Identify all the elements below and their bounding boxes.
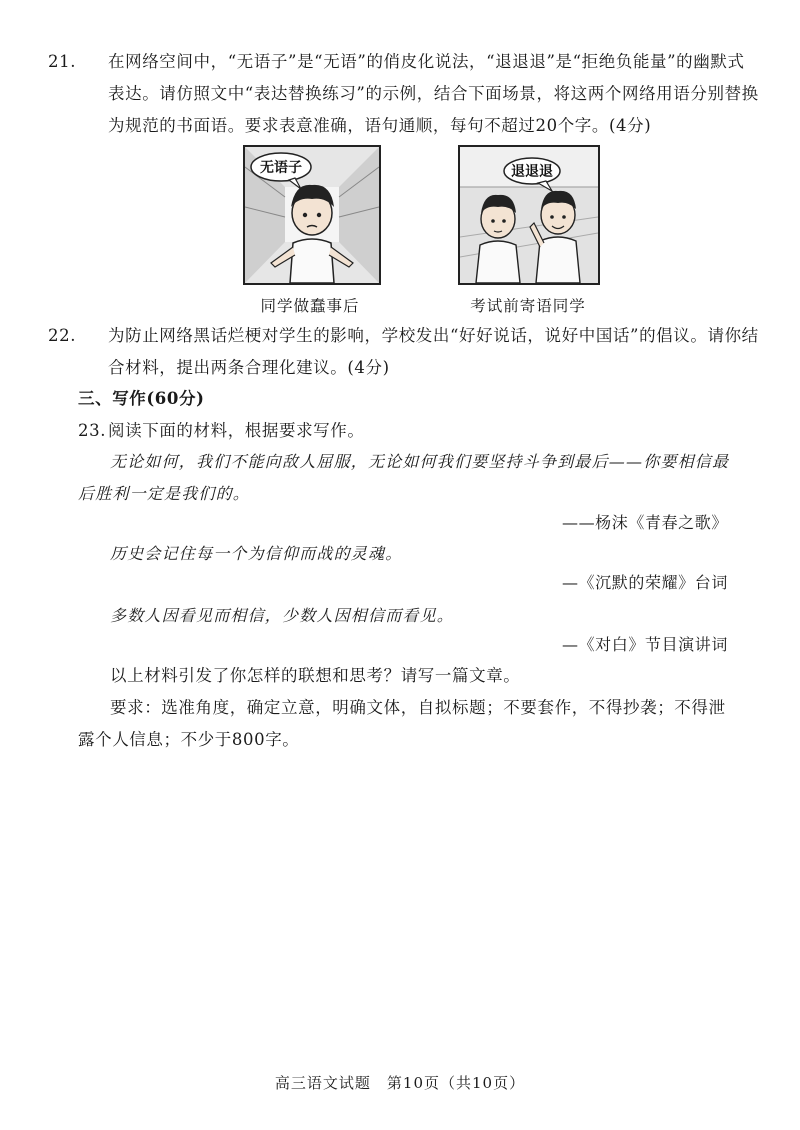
speech-bubble-text: 无语子 (260, 160, 302, 176)
page-footer: 高三语文试题 第10页（共10页） (274, 1074, 526, 1092)
comic-panel-2 (458, 145, 600, 285)
speech-bubble-text: 退退退 (511, 164, 553, 180)
question-number: 21. (48, 52, 77, 71)
comic-illustration-2 (460, 147, 598, 283)
comic-caption-1: 同学做蠢事后 (260, 297, 360, 315)
question-21 (48, 46, 760, 142)
quote-3: 多数人因看见而相信，少数人因相信而看见。 (110, 606, 455, 625)
quote-1: 无论如何，我们不能向敌人屈服，无论如何我们要坚持斗争到最后——你要相信最后胜利一定是我们的。 (78, 452, 730, 503)
writing-prompt: 以上材料引发了你怎样的联想和思考？请写一篇文章。 (110, 666, 521, 685)
question-text: 阅读下面的材料，根据要求写作。 (108, 421, 365, 440)
quote-3-source: —《对白》节目演讲词 (561, 635, 728, 654)
comic-caption-2: 考试前寄语同学 (470, 297, 586, 315)
question-22 (48, 320, 760, 384)
quote-2: 历史会记住每一个为信仰而战的灵魂。 (110, 544, 403, 563)
comic-illustration-1 (245, 147, 379, 283)
question-text: 为防止网络黑话烂梗对学生的影响，学校发出“好好说话，说好中国话”的倡议。请你结合材料，提出两条合理化建议。(4分) (108, 326, 759, 377)
comic-panel-1 (243, 145, 381, 285)
quote-2-source: —《沉默的荣耀》台词 (561, 573, 728, 592)
question-23 (78, 415, 730, 447)
section-heading: 三、写作(60分) (78, 389, 205, 408)
question-number: 23. (78, 421, 107, 440)
question-text: 在网络空间中，“无语子”是“无语”的俏皮化说法，“退退退”是“拒绝负能量”的幽默式表达。请仿照文中“表达替换练习”的示例，结合下面场景，将这两个网络用语分别替换为规范的书面语。要求表意准确，语句通顺，每句不超过20个字。(4分) (108, 52, 759, 135)
question-number: 22. (48, 326, 77, 345)
writing-requirements: 要求：选准角度，确定立意，明确文体，自拟标题；不要套作，不得抄袭；不得泄露个人信息；不少于800字。 (78, 698, 726, 749)
quote-1-source: ——杨沫《青春之歌》 (561, 513, 728, 532)
